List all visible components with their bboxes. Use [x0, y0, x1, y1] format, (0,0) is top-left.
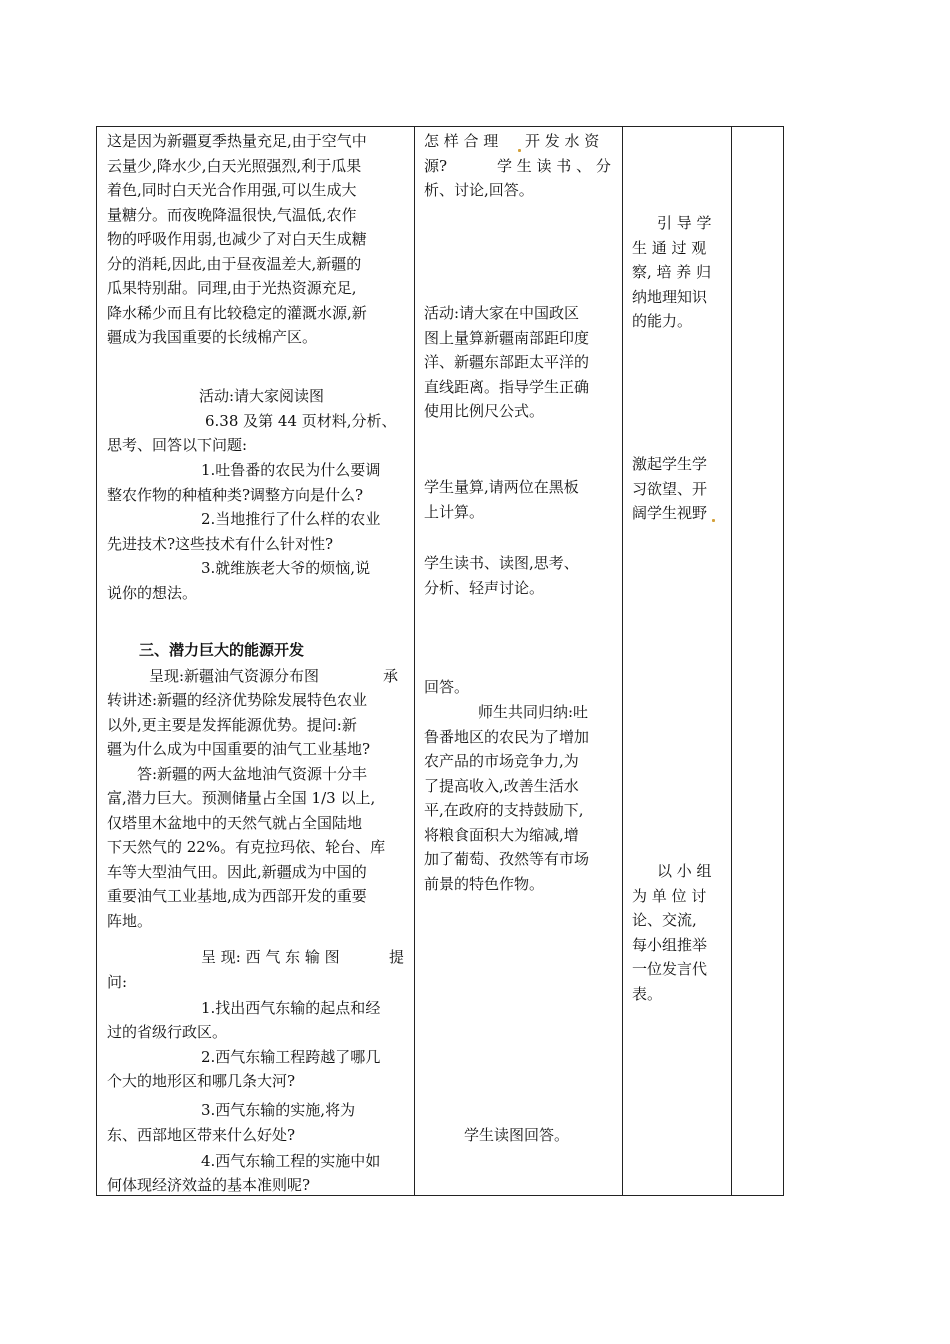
- summary-line: 加了葡萄、孜然等有市场: [424, 850, 590, 868]
- purpose-line: 习欲望、开: [632, 479, 708, 498]
- marker-dot: [712, 519, 715, 522]
- purpose-line: 表。: [632, 984, 663, 1003]
- question-item: 3.就维族老大爷的烦恼,说: [201, 559, 371, 577]
- paragraph-line: 瓜果特别甜。同理,由于光热资源充足,: [107, 279, 357, 297]
- activity-intro: 活动:请大家阅读图: [199, 387, 325, 405]
- answer-line: 仅塔里木盆地中的天然气就占全国陆地: [107, 814, 363, 832]
- purpose-line: 以 小 组: [657, 862, 712, 880]
- paragraph-line: 物的呼吸作用弱,也减少了对白天生成糖: [107, 230, 367, 248]
- paragraph-line: 这是因为新疆夏季热量充足,由于空气中: [107, 132, 367, 150]
- presentation-line: 问:: [107, 973, 128, 991]
- paragraph-line: 云量少,降水少,白天光照强烈,利于瓜果: [107, 156, 362, 175]
- paragraph-line: 疆成为我国重要的长绒棉产区。: [107, 328, 318, 346]
- summary-line: 鲁番地区的农民为了增加: [424, 727, 590, 746]
- purpose-line: 察, 培 养 归: [632, 263, 712, 281]
- presentation-line: 提: [389, 948, 405, 966]
- answer-line: 答:新疆的两大盆地油气资源十分丰: [137, 765, 368, 783]
- answer-line: 车等大型油气田。因此,新疆成为中国的: [107, 863, 367, 881]
- question-item: 3.西气东输的实施,将为: [201, 1101, 356, 1119]
- activity-line: 活动:请大家在中国政区: [424, 304, 580, 322]
- activity-line: 使用比例尺公式。: [424, 402, 545, 420]
- paragraph-line: 源?: [424, 156, 448, 175]
- question-item: 东、西部地区带来什么好处?: [107, 1126, 296, 1144]
- question-item: 整农作物的种植种类?调整方向是什么?: [107, 486, 364, 504]
- purpose-line: 一位发言代: [632, 960, 708, 978]
- question-item: 说你的想法。: [107, 584, 198, 602]
- question-item: 1.找出西气东输的起点和经: [201, 999, 381, 1017]
- paragraph-line: 量糖分。而夜晚降温很快,气温低,农作: [107, 205, 357, 224]
- purpose-line: 激起学生学: [632, 455, 708, 473]
- purpose-line: 的能力。: [632, 312, 693, 330]
- paragraph-line: 以外,更主要是发挥能源优势。提问:新: [107, 716, 357, 734]
- activity-line: 思考、回答以下问题:: [107, 436, 248, 454]
- paragraph-line: 学生读图回答。: [464, 1126, 570, 1144]
- purpose-line: 为 单 位 讨: [632, 886, 707, 905]
- answer-line: 回答。: [424, 678, 470, 696]
- paragraph-line: 转讲述:新疆的经济优势除发展特色农业: [107, 691, 368, 709]
- paragraph-line: 开 发 水 资: [525, 132, 600, 150]
- column-divider-2: [622, 127, 623, 1195]
- summary-line: 农产品的市场竞争力,为: [424, 752, 579, 770]
- paragraph-line: 上计算。: [424, 502, 485, 521]
- paragraph-line: 学生量算,请两位在黑板: [424, 478, 579, 496]
- paragraph-line: 分析、轻声讨论。: [424, 578, 545, 597]
- activity-line: 洋、新疆东部距太平洋的: [424, 353, 590, 371]
- purpose-line: 阔学生视野: [632, 504, 708, 522]
- paragraph-line: 降水稀少而且有比较稳定的灌溉水源,新: [107, 303, 367, 322]
- summary-line: 将粮食面积大为缩减,增: [424, 825, 579, 844]
- presentation-line: 呈现:新疆油气资源分布图: [149, 667, 320, 685]
- question-item: 先进技术?这些技术有什么针对性?: [107, 535, 334, 553]
- paragraph-line: 着色,同时白天光合作用强,可以生成大: [107, 181, 357, 199]
- question-item: 4.西气东输工程的实施中如: [201, 1152, 381, 1170]
- purpose-line: 论、交流,: [632, 911, 697, 929]
- paragraph-line: 分的消耗,因此,由于昼夜温差大,新疆的: [107, 254, 362, 273]
- purpose-line: 纳地理知识: [632, 287, 708, 306]
- summary-line: 师生共同归纳:吐: [478, 703, 589, 721]
- answer-line: 下天然气的 22%。有克拉玛依、轮台、库: [107, 838, 386, 856]
- activity-line: 直线距离。指导学生正确: [424, 377, 590, 396]
- answer-line: 重要油气工业基地,成为西部开发的重要: [107, 887, 367, 905]
- paragraph-line: 怎 样 合 理: [424, 132, 499, 150]
- lesson-table: [96, 126, 784, 1196]
- summary-line: 平,在政府的支持鼓励下,: [424, 801, 584, 819]
- column-divider-3: [731, 127, 732, 1195]
- paragraph-line: 学 生 读 书 、 分: [497, 156, 611, 175]
- purpose-line: 每小组推举: [632, 935, 708, 954]
- paragraph-line: 学生读书、读图,思考、: [424, 554, 579, 572]
- purpose-line: 引 导 学: [657, 214, 712, 232]
- question-item: 1.吐鲁番的农民为什么要调: [201, 461, 381, 479]
- question-item: 2.当地推行了什么样的农业: [201, 510, 381, 528]
- summary-line: 前景的特色作物。: [424, 874, 545, 893]
- answer-line: 阵地。: [107, 912, 153, 930]
- paragraph-line: 疆为什么成为中国重要的油气工业基地?: [107, 740, 371, 758]
- column-divider-1: [414, 127, 415, 1195]
- purpose-line: 生 通 过 观: [632, 238, 707, 257]
- answer-line: 富,潜力巨大。预测储量占全国 1/3 以上,: [107, 789, 376, 807]
- presentation-line: 承: [383, 667, 399, 685]
- summary-line: 了提高收入,改善生活水: [424, 776, 579, 795]
- question-item: 2.西气东输工程跨越了哪几: [201, 1048, 381, 1066]
- presentation-line: 呈 现: 西 气 东 输 图: [201, 948, 340, 966]
- marker-dot: [518, 149, 521, 152]
- question-item: 个大的地形区和哪几条大河?: [107, 1072, 296, 1090]
- question-item: 何体现经济效益的基本准则呢?: [107, 1176, 311, 1194]
- activity-line: 图上量算新疆南部距印度: [424, 328, 590, 347]
- question-item: 过的省级行政区。: [107, 1023, 228, 1041]
- activity-line: 6.38 及第 44 页材料,分析、: [205, 412, 397, 430]
- section-heading: 三、潜力巨大的能源开发: [139, 641, 305, 659]
- paragraph-line: 析、讨论,回答。: [424, 181, 534, 199]
